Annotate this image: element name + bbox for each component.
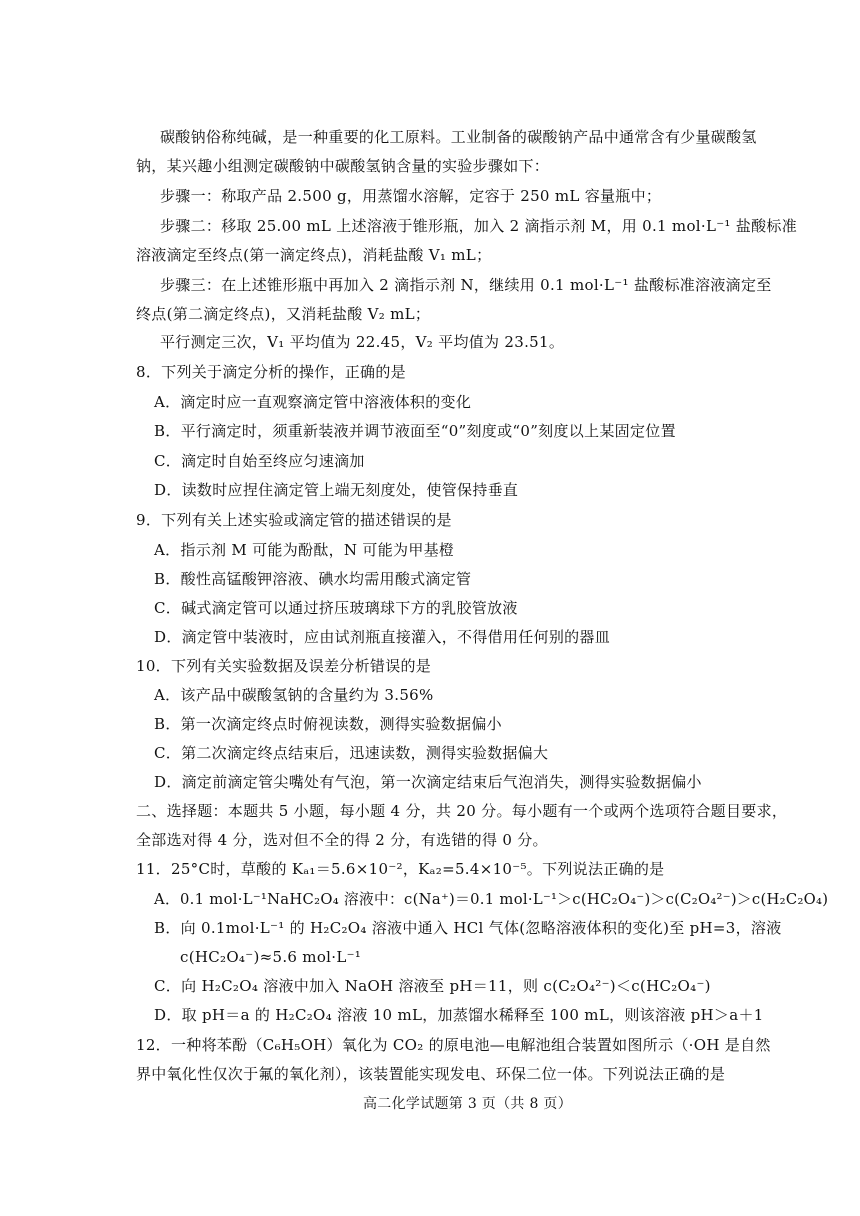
intro-paragraph-line-1: 碳酸钠俗称纯碱，是一种重要的化工原料。工业制备的碳酸钠产品中通常含有少量碳酸氢 [160, 128, 757, 146]
section-2-heading-line-2: 全部选对得 4 分，选对但不全的得 2 分，有选错的得 0 分。 [136, 831, 548, 849]
question-8-stem: 8．下列关于滴定分析的操作，正确的是 [136, 363, 406, 381]
question-10-option-b: B．第一次滴定终点时俯视读数，测得实验数据偏小 [154, 715, 502, 733]
question-11-option-d: D．取 pH＝a 的 H₂C₂O₄ 溶液 10 mL，加蒸馏水稀释至 100 mL，则该溶液 pH＞a＋1 [154, 1006, 764, 1024]
question-10-option-c: C．第二次滴定终点结束后，迅速读数，测得实验数据偏大 [154, 744, 549, 762]
section-2-heading-line-1: 二、选择题：本题共 5 小题，每小题 4 分，共 20 分。每小题有一个或两个选项符合题目要求， [136, 802, 788, 820]
question-8-option-d: D．读数时应捏住滴定管上端无刻度处，使管保持垂直 [154, 481, 519, 499]
question-9-stem: 9．下列有关上述实验或滴定管的描述错误的是 [136, 511, 452, 529]
question-9-option-c: C．碱式滴定管可以通过挤压玻璃球下方的乳胶管放液 [154, 599, 518, 617]
question-9-option-a: A．指示剂 M 可能为酚酞，N 可能为甲基橙 [154, 541, 455, 559]
question-8-option-a: A．滴定时应一直观察滴定管中溶液体积的变化 [154, 393, 472, 411]
question-8-option-c: C．滴定时自始至终应匀速滴加 [154, 452, 365, 470]
question-9-option-b: B．酸性高锰酸钾溶液、碘水均需用酸式滴定管 [154, 570, 472, 588]
step-three-line-2: 终点(第二滴定终点)，又消耗盐酸 V₂ mL； [136, 305, 431, 323]
step-one: 步骤一：称取产品 2.500 g，用蒸馏水溶解，定容于 250 mL 容量瓶中； [160, 187, 662, 205]
question-11-option-a: A．0.1 mol·L⁻¹NaHC₂O₄ 溶液中：c(Na⁺)＝0.1 mol·L⁻¹＞c(HC₂O₄⁻)＞c(C₂O₄²⁻)＞c(H₂C₂O₄) [154, 890, 829, 908]
question-9-option-d: D．滴定管中装液时，应由试剂瓶直接灌入，不得借用任何别的器皿 [154, 628, 611, 646]
page-footer: 高二化学试题第 3 页（共 8 页） [363, 1096, 573, 1112]
question-12-stem-line-2: 界中氧化性仅次于氟的氧化剂），该装置能实现发电、环保二位一体。下列说法正确的是 [136, 1065, 726, 1083]
question-11-stem: 11．25°C时，草酸的 Kₐ₁＝5.6×10⁻²，Kₐ₂=5.4×10⁻⁵。下列说法正确的是 [136, 860, 665, 878]
question-12-stem-line-1: 12．一种将苯酚（C₆H₅OH）氧化为 CO₂ 的原电池—电解池组合装置如图所示（·OH 是自然 [136, 1036, 771, 1054]
intro-paragraph-line-2: 钠，某兴趣小组测定碳酸钠中碳酸氢钠含量的实验步骤如下： [136, 157, 550, 175]
question-10-option-d: D．滴定前滴定管尖嘴处有气泡，第一次滴定结束后气泡消失，测得实验数据偏小 [154, 773, 702, 791]
question-10-option-a: A．该产品中碳酸氢钠的含量约为 3.56% [154, 686, 434, 704]
step-two-line-1: 步骤二：移取 25.00 mL 上述溶液于锥形瓶，加入 2 滴指示剂 M，用 0.1 mol·L⁻¹ 盐酸标准 [160, 217, 798, 235]
question-11-option-c: C．向 H₂C₂O₄ 溶液中加入 NaOH 溶液至 pH＝11，则 c(C₂O₄²⁻)＜c(HC₂O₄⁻) [154, 977, 711, 995]
step-two-line-2: 溶液滴定至终点(第一滴定终点)，消耗盐酸 V₁ mL； [136, 246, 492, 264]
average-values: 平行测定三次，V₁ 平均值为 22.45，V₂ 平均值为 23.51。 [160, 333, 565, 351]
question-11-option-b-line-1: B．向 0.1mol·L⁻¹ 的 H₂C₂O₄ 溶液中通入 HCl 气体(忽略溶液体积的变化)至 pH=3，溶液 [154, 919, 782, 937]
question-8-option-b: B．平行滴定时，须重新装液并调节液面至“0”刻度或“0”刻度以上某固定位置 [154, 422, 676, 440]
question-10-stem: 10．下列有关实验数据及误差分析错误的是 [136, 657, 432, 675]
step-three-line-1: 步骤三：在上述锥形瓶中再加入 2 滴指示剂 N，继续用 0.1 mol·L⁻¹ 盐酸标准溶液滴定至 [160, 276, 772, 294]
question-11-option-b-line-2: c(HC₂O₄⁻)≈5.6 mol·L⁻¹ [180, 948, 362, 966]
